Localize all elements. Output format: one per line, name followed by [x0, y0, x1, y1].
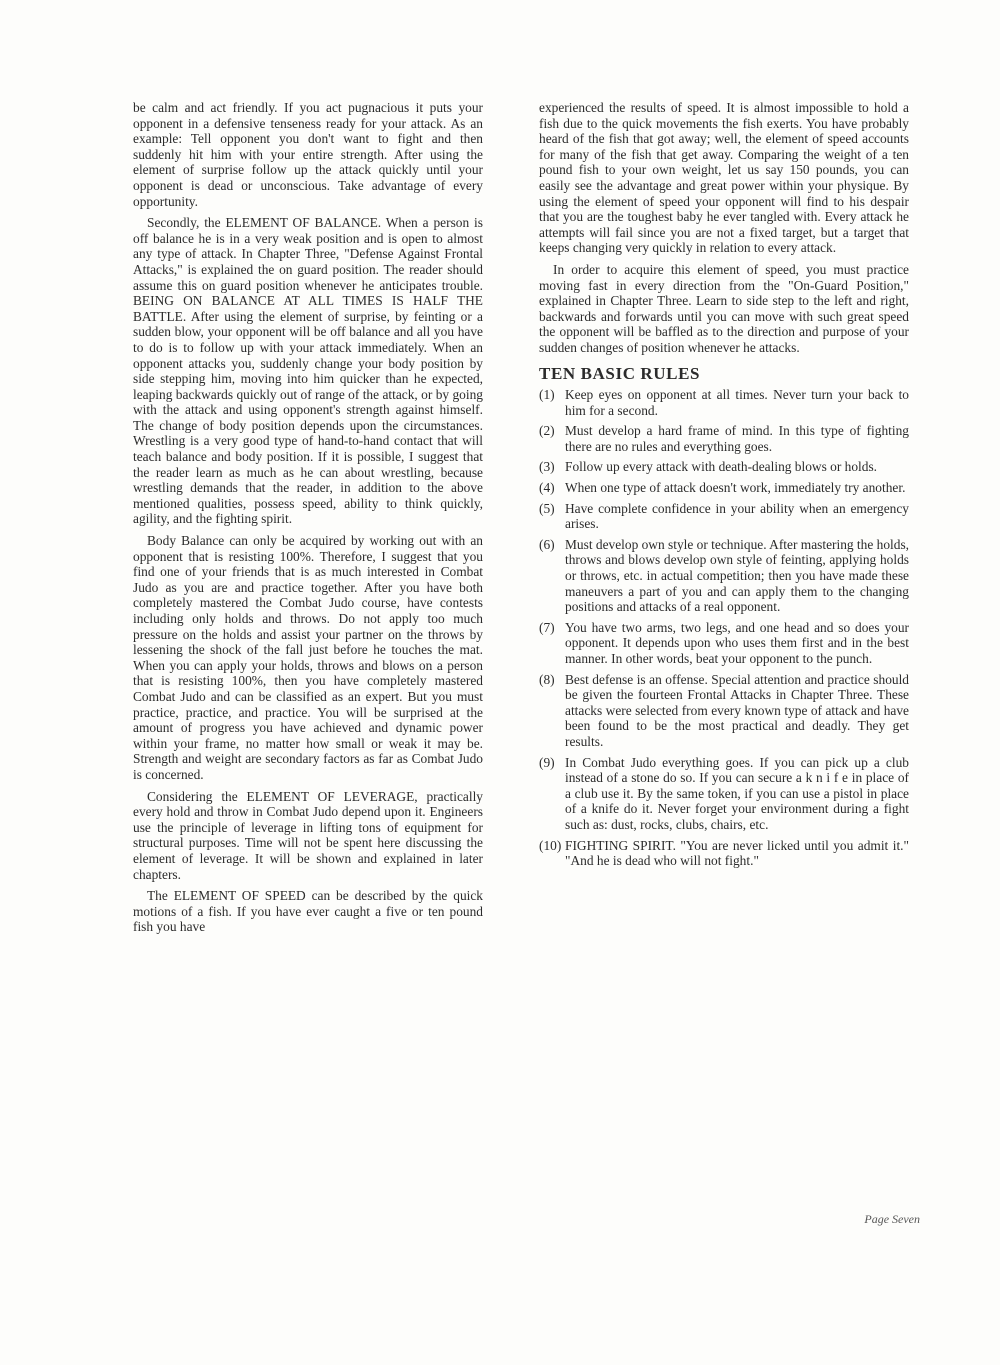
paragraph: In order to acquire this element of speed, you must practice moving fast in every direction from the "On-Guard Position," explained in Chapter Three. Learn to side step to the left and right, backwards and forwards until you can move with such great speed the opponent will be baffled as to the direction and purpose of your sudden changes of position whenever he attacks.: [539, 261, 909, 355]
rule-item: [539, 755, 909, 833]
rule-item: [539, 838, 909, 869]
rule-item: [539, 501, 909, 532]
rule-item: [539, 459, 909, 475]
rule-text: Keep eyes on opponent at all times. Never turn your back to him for a second.: [565, 387, 909, 418]
paragraph: The ELEMENT OF SPEED can be described by the quick motions of a fish. If you have ever caught a five or ten pound fish you have: [133, 888, 483, 935]
rule-item: [539, 537, 909, 615]
rule-text: You have two arms, two legs, and one head and so does your opponent. It depends upon who uses them first and in the best manner. In other words, beat your opponent to the punch.: [565, 619, 909, 666]
rule-number: (6): [539, 536, 555, 552]
paragraph: Considering the ELEMENT OF LEVERAGE, practically every hold and throw in Combat Judo depend upon it. Engineers use the principle of leverage in lifting tons of equipment for structural purposes. Time will not be spent here discussing the element of leverage. It will be shown and explained in later chapters.: [133, 788, 483, 882]
paragraph: Secondly, the ELEMENT OF BALANCE. When a person is off balance he is in a very weak position and is open to almost any type of attack. In Chapter Three, "Defense Against Frontal Attacks," is explained the on guard position. The reader should assume this on guard position whenever he anticipates trouble. BEING ON BALANCE AT ALL TIMES IS HALF THE BATTLE. After using the element of surprise, by feinting or a sudden blow, your opponent will be off balance and all you have to do is to follow up with your attack immediately. When an opponent attacks you, suddenly change your body position by side stepping him, moving into him quicker than he expected, leaping backwards quickly out of range of the attack, or by going with the attack and using opponent's strength against himself. The change of body position depends upon the circumstances. Wrestling is a very good type of hand-to-hand contact that will teach balance and body position. If it is possible, I suggest that the reader learn as much as he can about wrestling, because wrestling demands that the reader, in addition to the above mentioned qualities, possess speed, ability to think quickly, agility, and the fighting spirit.: [133, 215, 483, 527]
rule-item: [539, 423, 909, 454]
rule-item: [539, 672, 909, 750]
rule-number: (1): [539, 387, 555, 403]
rule-number: (5): [539, 500, 555, 516]
rule-text: Must develop own style or technique. After mastering the holds, throws and blows develop own style of feinting, applying holds or throws, etc. in actual competition; then you have made these maneuvers a part of you and can apply them to the changing positions and attacks of a real opponent.: [565, 536, 909, 615]
rule-number: (8): [539, 671, 555, 687]
rule-number: (4): [539, 480, 555, 496]
rule-number: (3): [539, 459, 555, 475]
rule-text: Best defense is an offense. Special attention and practice should be given the fourteen Frontal Attacks in Chapter Three. These attacks were selected from every known type of attack and have been found to be the most practical and deadly. They get results.: [565, 671, 909, 749]
paragraph: experienced the results of speed. It is almost impossible to hold a fish due to the quick movements the fish exerts. You have probably heard of the fish that got away; well, the element of speed accounts for many of the fish that get away. Comparing the weight of a ten pound fish to your own weight, let us say 150 pounds, you can easily see the advantage and great power within your physique. By using the element of speed your opponent will find to his despair that you are the toughest baby he ever tangled with. Every attack he attempts will fail since you are not a fixed target, but a target that keeps changing very quickly in relation to every attack.: [539, 100, 909, 256]
section-heading: TEN BASIC RULES: [539, 363, 701, 383]
rule-text: Have complete confidence in your ability when an emergency arises.: [565, 500, 909, 532]
rule-text: Follow up every attack with death-dealing blows or holds.: [565, 459, 878, 475]
paragraph: be calm and act friendly. If you act pugnacious it puts your opponent in a defensive tenseness ready for your attack. As an example: Tell opponent you don't want to fight and then suddenly hit him with your entire strength. After using the element of surprise follow up the attack quickly until your opponent is dead or unconscious. Take advantage of every opportunity.: [133, 100, 483, 209]
right-column: [539, 100, 909, 874]
rule-item: [539, 387, 909, 418]
rule-item: [539, 480, 909, 496]
rule-number: (9): [539, 754, 555, 770]
rule-number: (10): [539, 837, 562, 853]
left-column: [133, 100, 483, 941]
rule-number: (2): [539, 423, 555, 439]
rule-number: (7): [539, 619, 555, 635]
rule-text: When one type of attack doesn't work, immediately try another.: [565, 480, 906, 496]
rule-text: FIGHTING SPIRIT. "You are never licked until you admit it." "And he is dead who will not fight.": [565, 837, 909, 869]
page-number: Page Seven: [864, 1212, 920, 1226]
rule-text: Must develop a hard frame of mind. In this type of fighting there are no rules and everything goes.: [565, 423, 909, 454]
paragraph: Body Balance can only be acquired by working out with an opponent that is resisting 100%. Therefore, I suggest that you find one of your friends that is as much interested in Combat Judo as you are and practice together. After you have both completely mastered the Combat Judo course, have contests including only holds and throws. Do not apply too much pressure on the holds and assist your partner on the throws by lessening the shock of the fall just before he touches the mat. When you can apply your holds, throws and blows on a person that is resisting 100%, then you have completely mastered Combat Judo and can be classified as an expert. But you must practice, practice, and practice. You will be surprised at the amount of progress you have achieved and dynamic power within your frame, no matter how small or weak it may be. Strength and weight are secondary factors as far as Combat Judo is concerned.: [133, 533, 483, 782]
rule-text: In Combat Judo everything goes. If you can pick up a club instead of a stone do so. If you can secure a k n i f e in place of a club use it. By the same token, if you can use a pistol in place of a knife do it. Never forget your environment during a fight such as: dust, rocks, clubs, chairs, etc.: [565, 754, 909, 832]
rule-item: [539, 620, 909, 667]
